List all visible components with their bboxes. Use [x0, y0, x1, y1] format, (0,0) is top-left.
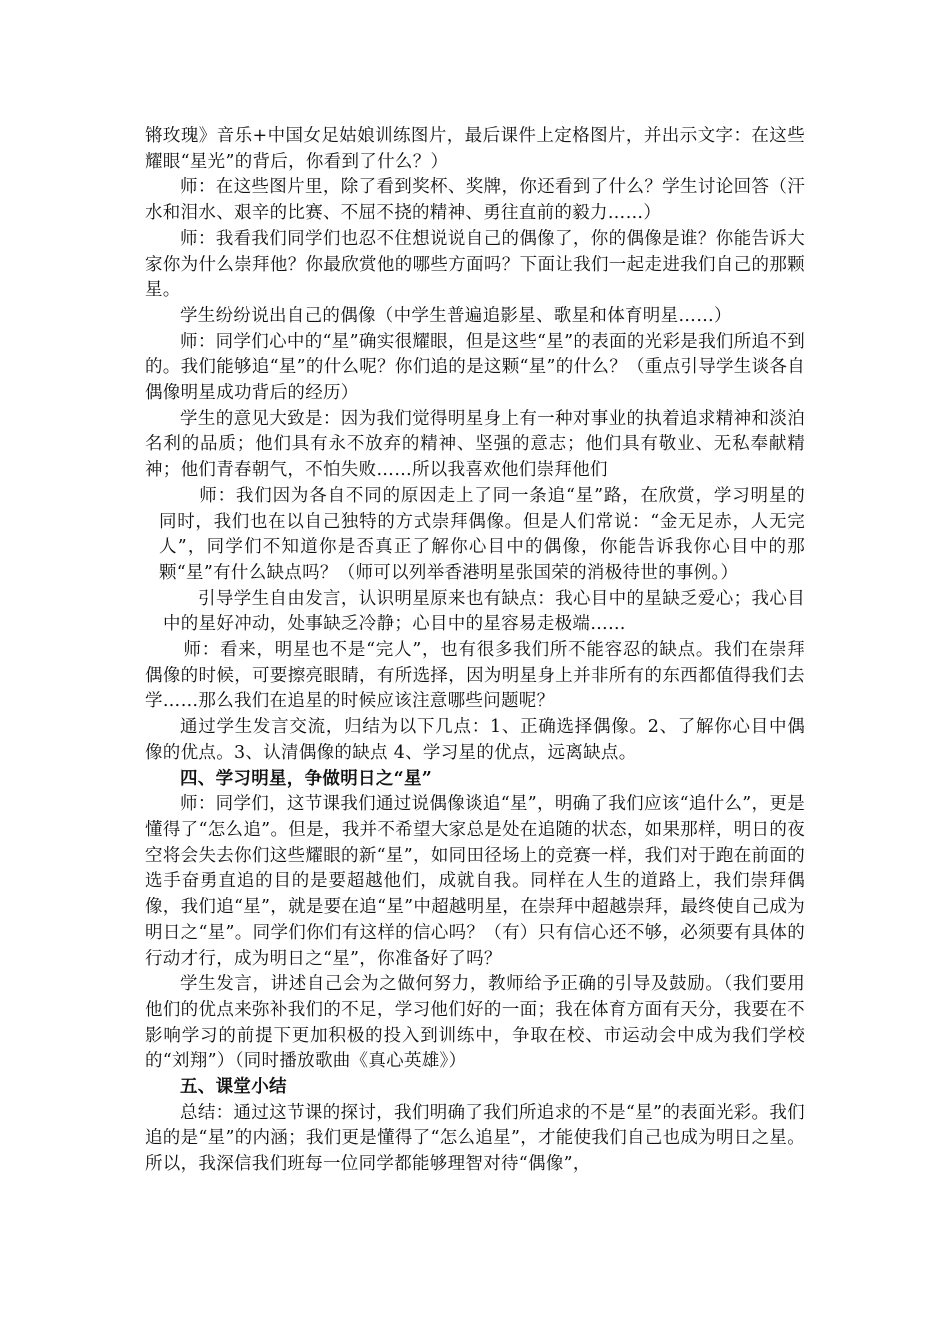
paragraph-students-idols: 学生纷纷说出自己的偶像（中学生普遍追影星、歌星和体育明星……）: [180, 305, 732, 326]
document-body: [145, 124, 805, 1178]
paragraph-teacher-2: 师：我看我们同学们也忍不住想说说自己的偶像了，你的偶像是谁？你能告诉大家你为什么崇拜他？你最欣赏他的哪些方面吗？下面让我们一起走进我们自己的那颗星。: [145, 228, 805, 301]
paragraph-teacher-3: 师：同学们心中的“星”确实很耀眼，但是这些“星”的表面的光彩是我们所追不到的。我们能够追“星”的什么呢？你们追的是这颗“星”的什么？（重点引导学生谈各自偶像明星成功背后的经历）: [145, 331, 805, 404]
section-heading-4: 四、学习明星，争做明日之“星”: [180, 768, 433, 789]
paragraph-teacher-1: 师：在这些图片里，除了看到奖杯、奖牌，你还看到了什么？学生讨论回答（汗水和泪水、艰辛的比赛、不屈不挠的精神、勇往直前的毅力……）: [145, 177, 805, 224]
paragraph-summary-points: 通过学生发言交流，归结为以下几点：1、正确选择偶像。2、了解你心目中偶像的优点。3、认清偶像的缺点 4、学习星的优点，远离缺点。: [145, 717, 805, 763]
paragraph-teacher-5: 师：看来，明星也不是“完人”，也有很多我们所不能容忍的缺点。我们在崇拜偶像的时候，可要擦亮眼睛，有所选择，因为明星身上并非所有的东西都值得我们去学……那么我们在追星的时候应该注意哪些问题呢？: [145, 640, 805, 712]
paragraph-intro: 锵玫瑰》音乐+中国女足姑娘训练图片，最后课件上定格图片，并出示文字：在这些耀眼“星光”的背后，你看到了什么？）: [145, 126, 805, 172]
section-heading-5: 五、课堂小结: [180, 1077, 287, 1098]
paragraph-teacher-4: 师：我们因为各自不同的原因走上了同一条追“星”路，在欣赏，学习明星的同时，我们也在以自己独特的方式崇拜偶像。但是人们常说：“金无足赤，人无完人”，同学们不知道你是否真正了解你心目中的偶像，你能告诉我你心目中的那颗“星”有什么缺点吗？（师可以列举香港明星张国荣的消极待世的事例。）: [159, 485, 805, 583]
paragraph-teacher-6: 师：同学们，这节课我们通过说偶像谈追“星”，明确了我们应该“追什么”，更是懂得了“怎么追”。但是，我并不希望大家总是处在追随的状态，如果那样，明日的夜空将会失去你们这些耀眼的新“星”，如同田径场上的竞赛一样，我们对于跑在前面的选手奋勇直追的目的是要超越他们，成就自我。同样在人生的道路上，我们崇拜偶像，我们追“星”，就是要在追“星”中超越明星，在崇拜中超越崇拜，最终使自己成为明日之“星”。同学们你们有这样的信心吗？（有）只有信心还不够，必须要有具体的行动才行，成为明日之“星”，你准备好了吗？: [145, 794, 805, 969]
paragraph-conclusion: 总结：通过这节课的探讨，我们明确了我们所追求的不是“星”的表面光彩。我们追的是“星”的内涵；我们更是懂得了“怎么追星”，才能使我们自己也成为明日之星。所以，我深信我们班每一位同学都能够理智对待“偶像”，: [145, 1102, 805, 1175]
paragraph-students-opinion: 学生的意见大致是：因为我们觉得明星身上有一种对事业的执着追求精神和淡泊名利的品质；他们具有永不放弃的精神、坚强的意志；他们具有敬业、无私奉献精神；他们青春朝气，不怕失败……所以我喜欢他们崇拜他们: [145, 408, 805, 481]
paragraph-students-speech: 学生发言，讲述自己会为之做何努力，教师给予正确的引导及鼓励。（我们要用他们的优点来弥补我们的不足，学习他们好的一面；我在体育方面有天分，我要在不影响学习的前提下更加积极的投入到训练中，争取在校、市运动会中成为我们学校的“刘翔”）（同时播放歌曲《真心英雄》）: [145, 974, 805, 1072]
paragraph-guide: 引导学生自由发言，认识明星原来也有缺点：我心目中的星缺乏爱心；我心目中的星好冲动，处事缺乏冷静；心目中的星容易走极端……: [163, 588, 805, 635]
